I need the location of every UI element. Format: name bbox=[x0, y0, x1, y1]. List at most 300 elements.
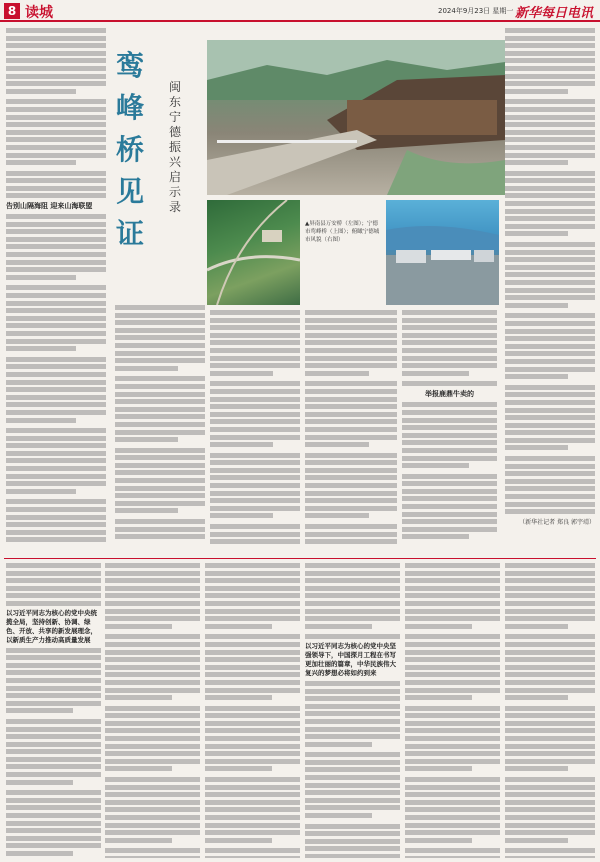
text-line bbox=[505, 145, 595, 150]
text-line bbox=[305, 513, 369, 518]
text-line bbox=[6, 601, 101, 606]
text-line bbox=[115, 455, 205, 460]
text-line bbox=[505, 713, 595, 718]
text-line bbox=[6, 137, 106, 142]
text-line bbox=[6, 648, 101, 653]
text-line bbox=[6, 428, 106, 433]
text-line bbox=[405, 823, 500, 828]
text-line bbox=[205, 807, 300, 812]
text-line bbox=[6, 798, 101, 803]
bottom-column-1 bbox=[6, 563, 101, 858]
text-line bbox=[205, 728, 300, 733]
text-line bbox=[505, 28, 595, 33]
text-line bbox=[405, 713, 500, 718]
text-line bbox=[305, 419, 397, 424]
text-line bbox=[205, 751, 300, 756]
text-line bbox=[505, 721, 595, 726]
text-line bbox=[6, 530, 106, 535]
text-line bbox=[6, 443, 106, 448]
text-line bbox=[210, 389, 300, 394]
text-line bbox=[305, 524, 397, 529]
text-line bbox=[6, 160, 76, 165]
text-line bbox=[6, 285, 106, 290]
section-divider bbox=[4, 558, 596, 559]
text-line bbox=[505, 171, 595, 176]
text-line bbox=[105, 578, 200, 583]
text-line bbox=[115, 501, 205, 506]
text-line bbox=[505, 367, 595, 372]
text-line bbox=[505, 848, 595, 853]
text-line bbox=[305, 711, 400, 716]
text-line bbox=[505, 838, 568, 843]
text-line bbox=[115, 448, 205, 453]
text-line bbox=[6, 678, 101, 683]
text-line bbox=[402, 534, 469, 539]
text-line bbox=[405, 624, 472, 629]
text-line bbox=[405, 642, 500, 647]
text-line bbox=[405, 848, 500, 853]
text-line bbox=[305, 333, 397, 338]
text-line bbox=[205, 695, 272, 700]
text-line bbox=[205, 571, 300, 576]
text-line bbox=[210, 333, 300, 338]
text-line bbox=[505, 751, 595, 756]
text-line bbox=[6, 58, 106, 63]
text-line bbox=[6, 186, 106, 191]
text-line bbox=[105, 736, 200, 741]
text-line bbox=[505, 51, 595, 56]
text-line bbox=[105, 634, 200, 639]
text-line bbox=[505, 766, 568, 771]
text-line bbox=[6, 507, 106, 512]
text-line bbox=[210, 468, 300, 473]
text-line bbox=[6, 474, 106, 479]
text-line bbox=[402, 348, 497, 353]
text-line bbox=[105, 616, 200, 621]
text-line bbox=[305, 539, 397, 544]
text-line bbox=[405, 571, 500, 576]
text-line bbox=[305, 404, 397, 409]
text-line bbox=[305, 831, 400, 836]
text-line bbox=[6, 458, 106, 463]
text-line bbox=[305, 742, 372, 747]
text-line bbox=[305, 435, 397, 440]
text-line bbox=[210, 348, 300, 353]
right-byline: （新华社记者 郑良 郭宇靖） bbox=[519, 518, 595, 526]
text-line bbox=[115, 437, 178, 442]
text-line bbox=[305, 719, 400, 724]
text-line bbox=[305, 689, 400, 694]
text-line bbox=[505, 494, 595, 499]
text-line bbox=[405, 766, 472, 771]
text-line bbox=[305, 790, 400, 795]
text-line bbox=[6, 293, 106, 298]
text-line bbox=[305, 460, 397, 465]
article-column-2 bbox=[115, 305, 205, 553]
text-line bbox=[115, 343, 205, 348]
text-line bbox=[305, 586, 400, 591]
text-line bbox=[505, 502, 595, 507]
text-line bbox=[505, 242, 595, 247]
bottom-column-3 bbox=[205, 563, 300, 858]
text-line bbox=[305, 839, 400, 844]
text-line bbox=[305, 634, 400, 639]
text-line bbox=[205, 672, 300, 677]
text-line bbox=[402, 402, 497, 407]
text-line bbox=[6, 107, 106, 112]
text-line bbox=[505, 336, 595, 341]
text-line bbox=[6, 145, 106, 150]
text-line bbox=[6, 153, 106, 158]
text-line bbox=[210, 513, 273, 518]
text-line bbox=[105, 680, 200, 685]
text-line bbox=[305, 475, 397, 480]
text-line bbox=[6, 66, 106, 71]
text-line bbox=[6, 74, 106, 79]
text-line bbox=[305, 325, 397, 330]
text-line bbox=[115, 508, 178, 513]
text-line bbox=[402, 448, 497, 453]
text-line bbox=[115, 376, 205, 381]
text-line bbox=[505, 759, 595, 764]
text-line bbox=[6, 357, 106, 362]
text-line bbox=[305, 813, 372, 818]
text-line bbox=[6, 805, 101, 810]
text-line bbox=[505, 303, 568, 308]
text-line bbox=[405, 616, 500, 621]
text-line bbox=[305, 453, 397, 458]
text-line bbox=[305, 571, 400, 576]
text-line bbox=[405, 856, 500, 858]
text-line bbox=[115, 430, 205, 435]
text-line bbox=[402, 310, 497, 315]
text-line bbox=[305, 846, 400, 851]
text-line bbox=[210, 363, 300, 368]
text-line bbox=[505, 438, 595, 443]
text-line bbox=[505, 137, 595, 142]
text-line bbox=[105, 665, 200, 670]
text-line bbox=[405, 563, 500, 568]
city-aerial-photo bbox=[386, 200, 499, 305]
text-line bbox=[505, 313, 595, 318]
text-line bbox=[205, 777, 300, 782]
text-line bbox=[505, 81, 595, 86]
text-line bbox=[505, 130, 595, 135]
text-line bbox=[405, 807, 500, 812]
text-line bbox=[6, 316, 106, 321]
text-line bbox=[405, 609, 500, 614]
bottom-column-2 bbox=[105, 563, 200, 858]
text-line bbox=[505, 728, 595, 733]
text-line bbox=[115, 463, 205, 468]
text-line bbox=[405, 721, 500, 726]
text-line bbox=[6, 489, 76, 494]
text-line bbox=[405, 728, 500, 733]
text-line bbox=[305, 356, 397, 361]
aerial-road-photo bbox=[207, 200, 300, 305]
text-line bbox=[505, 624, 568, 629]
text-line bbox=[210, 506, 300, 511]
text-line bbox=[505, 216, 595, 221]
text-line bbox=[210, 356, 300, 361]
text-line bbox=[405, 578, 500, 583]
text-line bbox=[6, 481, 106, 486]
text-line bbox=[105, 728, 200, 733]
text-line bbox=[505, 115, 595, 120]
text-line bbox=[115, 486, 205, 491]
text-line bbox=[205, 616, 300, 621]
text-line bbox=[6, 122, 106, 127]
text-line bbox=[402, 325, 497, 330]
text-line bbox=[105, 751, 200, 756]
text-line bbox=[115, 407, 205, 412]
text-line bbox=[105, 571, 200, 576]
text-line bbox=[6, 499, 106, 504]
text-line bbox=[305, 506, 397, 511]
text-line bbox=[6, 81, 106, 86]
text-line bbox=[505, 665, 595, 670]
text-line bbox=[6, 308, 106, 313]
text-line bbox=[6, 790, 101, 795]
text-line bbox=[210, 532, 300, 537]
text-line bbox=[405, 586, 500, 591]
text-line bbox=[505, 642, 595, 647]
text-line bbox=[505, 250, 595, 255]
text-line bbox=[505, 777, 595, 782]
text-line bbox=[210, 483, 300, 488]
text-line bbox=[405, 601, 500, 606]
bottom-subhead-2: 以习近平同志为核心的党中央坚强领导下，中国探月工程在书写更加壮丽的篇章，中华民族伟大复兴的梦想必将如约到来 bbox=[305, 641, 396, 677]
text-line bbox=[305, 734, 400, 739]
text-line bbox=[205, 688, 300, 693]
text-line bbox=[505, 423, 595, 428]
text-line bbox=[205, 838, 272, 843]
text-line bbox=[6, 593, 101, 598]
text-line bbox=[402, 512, 497, 517]
text-line bbox=[402, 333, 497, 338]
text-line bbox=[105, 695, 172, 700]
text-line bbox=[505, 563, 595, 568]
text-line bbox=[505, 107, 595, 112]
text-line bbox=[505, 650, 595, 655]
text-line bbox=[505, 479, 595, 484]
text-line bbox=[115, 399, 205, 404]
text-line bbox=[402, 481, 497, 486]
text-line bbox=[305, 752, 400, 757]
text-line bbox=[205, 785, 300, 790]
text-line bbox=[6, 708, 73, 713]
text-line bbox=[6, 772, 101, 777]
text-line bbox=[505, 616, 595, 621]
text-line bbox=[505, 193, 595, 198]
text-line bbox=[6, 851, 73, 856]
text-line bbox=[6, 387, 106, 392]
text-line bbox=[210, 435, 300, 440]
text-line bbox=[505, 464, 595, 469]
text-line bbox=[305, 593, 400, 598]
text-line bbox=[505, 272, 595, 277]
text-line bbox=[405, 744, 500, 749]
text-line bbox=[405, 657, 500, 662]
text-line bbox=[6, 275, 76, 280]
text-line bbox=[105, 688, 200, 693]
text-line bbox=[405, 634, 500, 639]
text-line bbox=[402, 433, 497, 438]
text-line bbox=[505, 815, 595, 820]
text-line bbox=[6, 780, 73, 785]
text-line bbox=[6, 214, 106, 219]
text-line bbox=[105, 759, 200, 764]
bridge-photo bbox=[207, 40, 505, 195]
text-line bbox=[405, 688, 500, 693]
text-line bbox=[6, 372, 106, 377]
text-line bbox=[105, 721, 200, 726]
text-line bbox=[205, 713, 300, 718]
text-line bbox=[6, 364, 106, 369]
text-line bbox=[115, 320, 205, 325]
text-line bbox=[505, 856, 595, 858]
text-line bbox=[115, 392, 205, 397]
text-line bbox=[402, 318, 497, 323]
text-line bbox=[505, 408, 595, 413]
text-line bbox=[305, 348, 397, 353]
text-line bbox=[305, 468, 397, 473]
text-line bbox=[205, 766, 272, 771]
text-line bbox=[405, 736, 500, 741]
text-line bbox=[505, 295, 595, 300]
text-line bbox=[205, 744, 300, 749]
text-line bbox=[305, 601, 400, 606]
text-line bbox=[205, 657, 300, 662]
text-line bbox=[305, 340, 397, 345]
text-line bbox=[505, 601, 595, 606]
text-line bbox=[402, 474, 497, 479]
text-line bbox=[505, 209, 595, 214]
text-line bbox=[402, 489, 497, 494]
text-line bbox=[6, 563, 101, 568]
feature-subtitle: 闽东宁德振兴启示录 bbox=[168, 80, 181, 214]
text-line bbox=[6, 686, 101, 691]
text-line bbox=[105, 744, 200, 749]
text-line bbox=[6, 764, 101, 769]
text-line bbox=[6, 244, 106, 249]
text-line bbox=[505, 280, 595, 285]
text-line bbox=[105, 706, 200, 711]
text-line bbox=[6, 331, 106, 336]
text-line bbox=[6, 836, 101, 841]
text-line bbox=[105, 800, 200, 805]
text-line bbox=[105, 672, 200, 677]
text-line bbox=[505, 351, 595, 356]
text-line bbox=[505, 160, 568, 165]
text-line bbox=[105, 766, 172, 771]
text-line bbox=[205, 792, 300, 797]
text-line bbox=[505, 122, 595, 127]
text-line bbox=[205, 856, 300, 858]
text-line bbox=[6, 571, 101, 576]
text-line bbox=[105, 650, 200, 655]
feature-title: 鸾峰桥见证 bbox=[115, 49, 144, 250]
text-line bbox=[405, 838, 472, 843]
text-line bbox=[6, 410, 106, 415]
text-line bbox=[6, 742, 101, 747]
text-line bbox=[6, 578, 101, 583]
text-line bbox=[505, 456, 595, 461]
text-line bbox=[6, 267, 106, 272]
text-line bbox=[205, 706, 300, 711]
text-line bbox=[6, 734, 101, 739]
text-line bbox=[6, 586, 101, 591]
text-line bbox=[105, 713, 200, 718]
text-line bbox=[205, 665, 300, 670]
text-line bbox=[505, 58, 595, 63]
text-line bbox=[505, 695, 568, 700]
text-line bbox=[6, 36, 106, 41]
text-line bbox=[305, 491, 397, 496]
bottom-column-4 bbox=[305, 563, 400, 858]
text-line bbox=[6, 843, 101, 848]
text-line bbox=[6, 339, 106, 344]
text-line bbox=[115, 414, 205, 419]
text-line bbox=[402, 410, 497, 415]
text-line bbox=[115, 313, 205, 318]
text-line bbox=[6, 301, 106, 306]
text-line bbox=[305, 381, 397, 386]
text-line bbox=[402, 527, 497, 532]
text-line bbox=[505, 224, 595, 229]
text-line bbox=[210, 427, 300, 432]
text-line bbox=[505, 486, 595, 491]
text-line bbox=[6, 655, 101, 660]
text-line bbox=[6, 821, 101, 826]
text-line bbox=[210, 397, 300, 402]
text-line bbox=[205, 634, 300, 639]
left-subhead: 告别山隔海阻 迎来山海联盟 bbox=[6, 202, 93, 211]
text-line bbox=[305, 609, 400, 614]
text-line bbox=[210, 453, 300, 458]
page-number: 8 bbox=[4, 3, 20, 19]
text-line bbox=[505, 680, 595, 685]
text-line bbox=[205, 609, 300, 614]
photo-caption: ▲屏南县万安桥（左图）；宁德市鸾峰桥（上图）；俯瞰宁德城市风貌（右图） bbox=[305, 221, 380, 243]
text-line bbox=[205, 848, 300, 853]
text-line bbox=[405, 695, 472, 700]
text-line bbox=[6, 171, 106, 176]
text-line bbox=[402, 440, 497, 445]
text-line bbox=[505, 736, 595, 741]
text-line bbox=[115, 358, 205, 363]
text-line bbox=[405, 593, 500, 598]
text-line bbox=[6, 828, 101, 833]
text-line bbox=[505, 430, 595, 435]
text-line bbox=[405, 815, 500, 820]
text-line bbox=[205, 586, 300, 591]
text-line bbox=[505, 800, 595, 805]
text-line bbox=[210, 419, 300, 424]
text-line bbox=[305, 318, 397, 323]
section-name: 读城 bbox=[25, 5, 53, 21]
text-line bbox=[6, 222, 106, 227]
text-line bbox=[105, 792, 200, 797]
text-line bbox=[6, 466, 106, 471]
text-line bbox=[205, 650, 300, 655]
text-line bbox=[305, 498, 397, 503]
text-line bbox=[6, 749, 101, 754]
text-line bbox=[105, 609, 200, 614]
text-line bbox=[6, 402, 106, 407]
text-line bbox=[305, 412, 397, 417]
text-line bbox=[402, 363, 497, 368]
